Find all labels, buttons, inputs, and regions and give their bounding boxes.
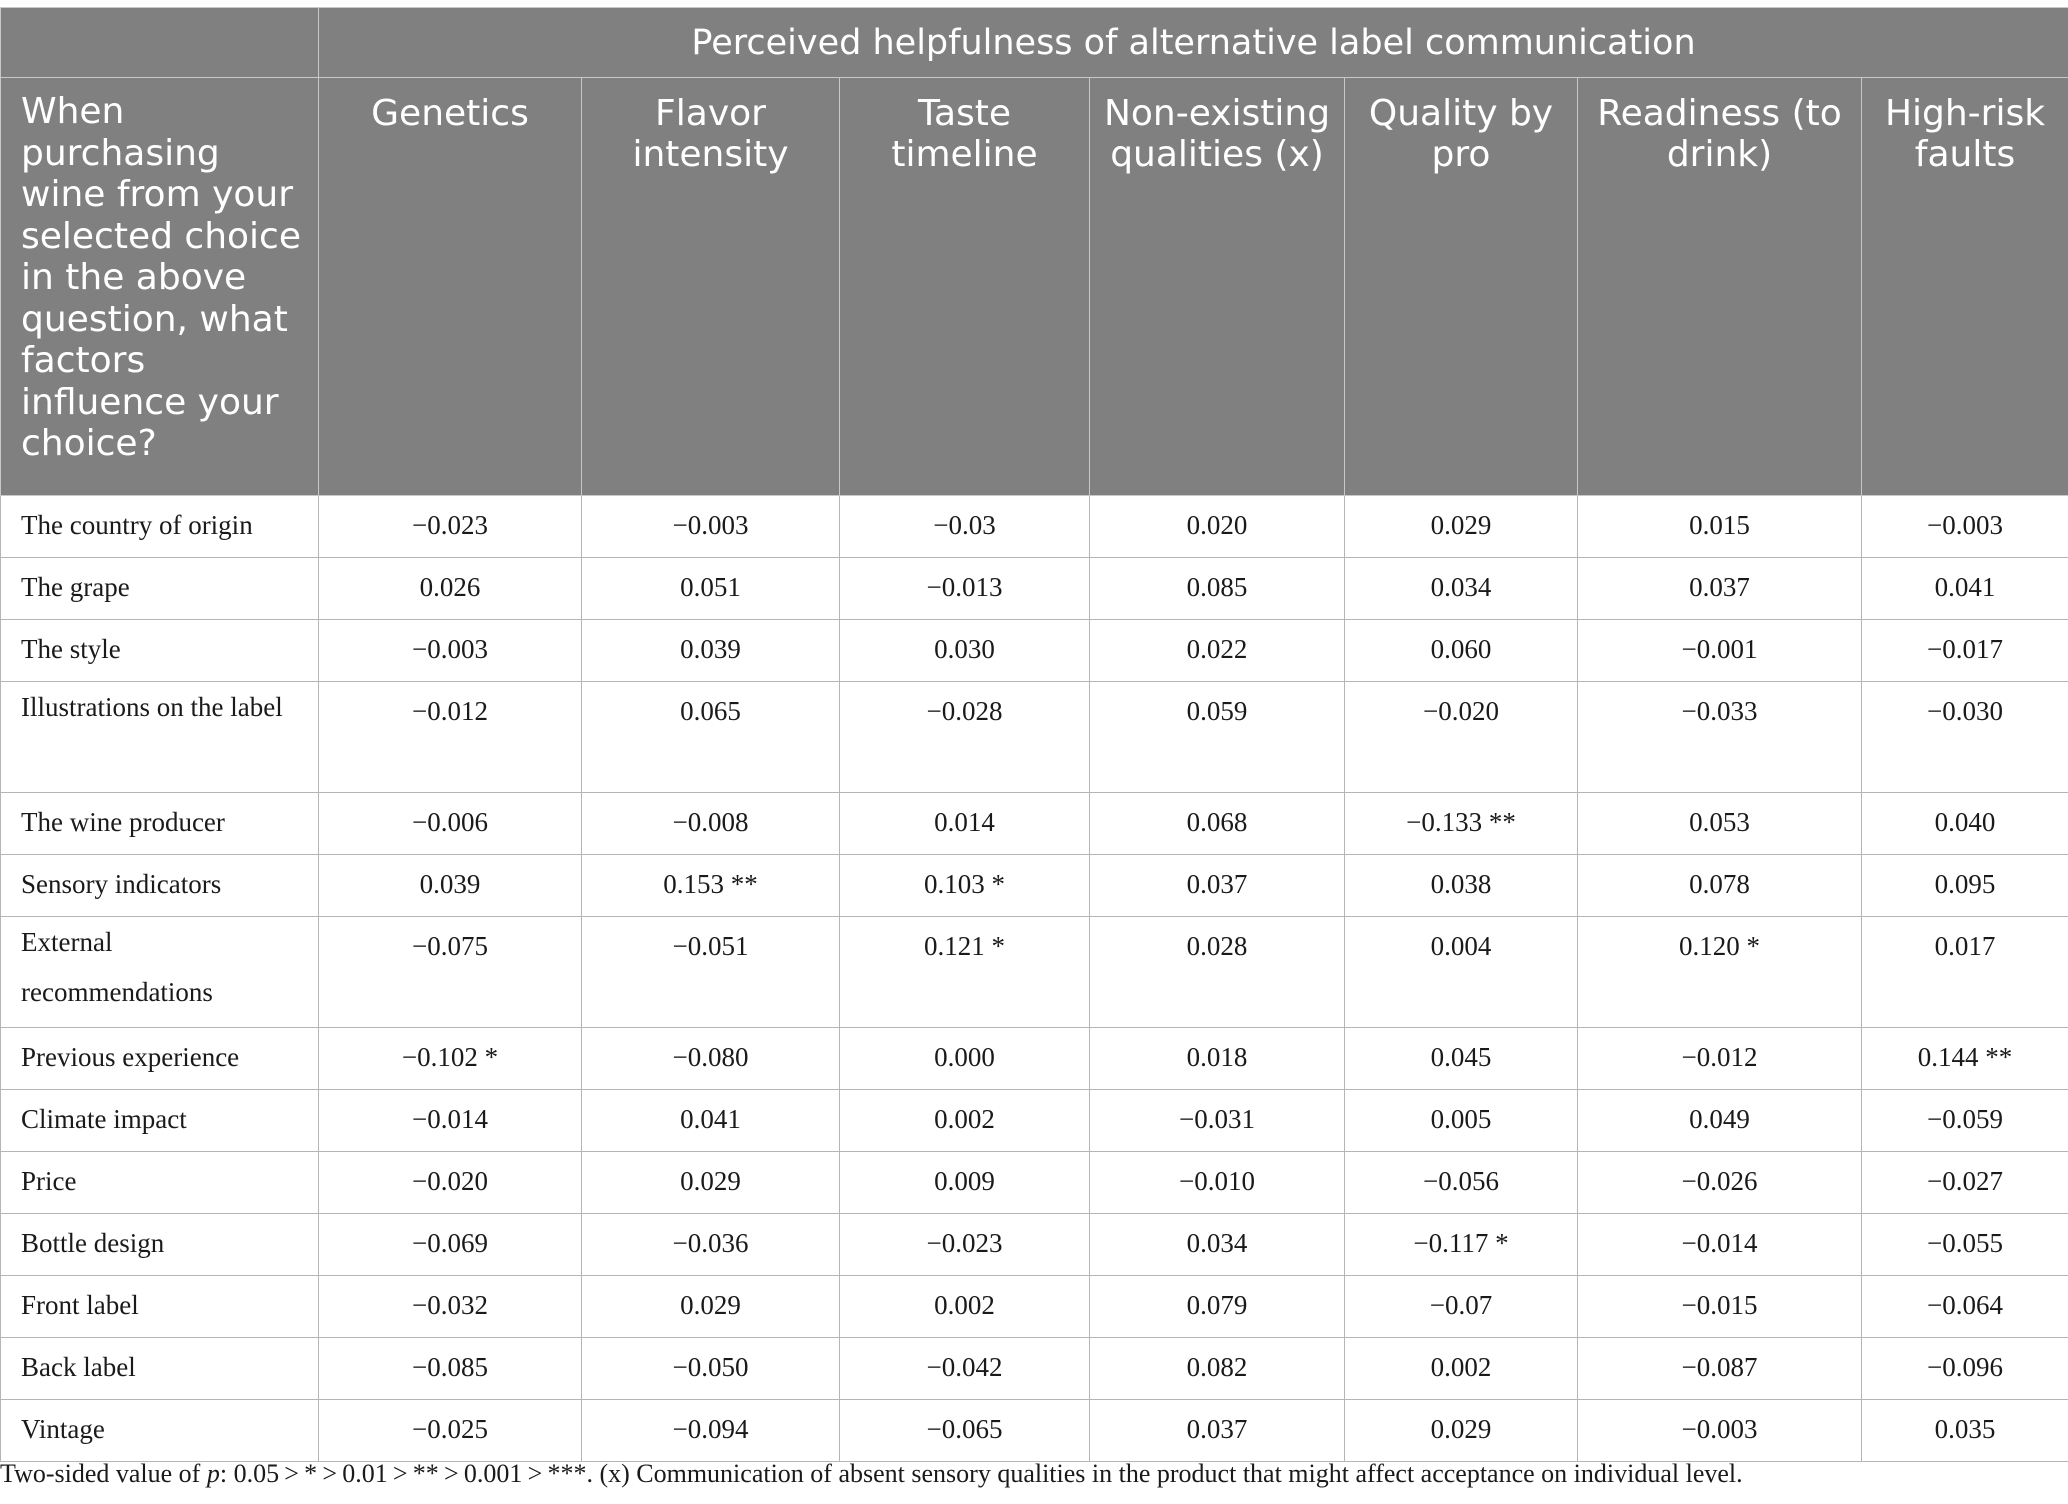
table-cell: 0.045 — [1345, 1028, 1578, 1090]
table-cell: 0.029 — [1345, 496, 1578, 558]
table-cell: −0.003 — [1862, 496, 2068, 558]
row-label: Illustrations on the label — [1, 682, 319, 793]
table-cell: −0.025 — [319, 1400, 582, 1462]
row-label: Climate impact — [1, 1090, 319, 1152]
row-label: The grape — [1, 558, 319, 620]
table-row — [1, 793, 2068, 855]
table-row — [1, 558, 2068, 620]
row-label: Bottle design — [1, 1214, 319, 1276]
table-cell: 0.078 — [1578, 855, 1862, 917]
table-cell: −0.012 — [319, 682, 582, 793]
table-row — [1, 917, 2068, 1028]
table-cell: 0.000 — [840, 1028, 1090, 1090]
table-cell: −0.065 — [840, 1400, 1090, 1462]
table-cell: 0.002 — [840, 1090, 1090, 1152]
table-cell: −0.006 — [319, 793, 582, 855]
table-cell: −0.096 — [1862, 1338, 2068, 1400]
row-label: Back label — [1, 1338, 319, 1400]
table-cell: 0.103 * — [840, 855, 1090, 917]
table-cell: −0.031 — [1090, 1090, 1345, 1152]
table-row — [1, 496, 2068, 558]
table-cell: 0.005 — [1345, 1090, 1578, 1152]
table-cell: 0.082 — [1090, 1338, 1345, 1400]
table-cell: −0.013 — [840, 558, 1090, 620]
table-cell: 0.029 — [582, 1152, 840, 1214]
row-label: Sensory indicators — [1, 855, 319, 917]
correlation-table — [0, 7, 2068, 1462]
column-header: Flavor intensity — [582, 78, 840, 496]
table-cell: −0.017 — [1862, 620, 2068, 682]
table-cell: 0.095 — [1862, 855, 2068, 917]
table-cell: 0.059 — [1090, 682, 1345, 793]
table-cell: −0.051 — [582, 917, 840, 1028]
footnote-prefix: Two-sided value of — [0, 1459, 207, 1488]
table-cell: −0.003 — [582, 496, 840, 558]
table-cell: −0.133 ** — [1345, 793, 1578, 855]
table-row — [1, 620, 2068, 682]
table-cell: 0.038 — [1345, 855, 1578, 917]
table-row — [1, 1338, 2068, 1400]
footnote-text: : 0.05 > * > 0.01 > ** > 0.001 > ***. (x) Communication of absent sensory qualities in the product that might affect acceptance on individual level. — [219, 1459, 1743, 1488]
table-cell: −0.028 — [840, 682, 1090, 793]
table-cell: 0.029 — [1345, 1400, 1578, 1462]
table-cell: −0.033 — [1578, 682, 1862, 793]
table-cell: 0.037 — [1578, 558, 1862, 620]
table-cell: 0.018 — [1090, 1028, 1345, 1090]
table-cell: 0.009 — [840, 1152, 1090, 1214]
table-row — [1, 1090, 2068, 1152]
table-cell: −0.026 — [1578, 1152, 1862, 1214]
table-cell: −0.020 — [319, 1152, 582, 1214]
table-row — [1, 1152, 2068, 1214]
table-cell: 0.035 — [1862, 1400, 2068, 1462]
table-cell: 0.068 — [1090, 793, 1345, 855]
table-cell: 0.002 — [1345, 1338, 1578, 1400]
table-cell: −0.094 — [582, 1400, 840, 1462]
table-cell: −0.102 * — [319, 1028, 582, 1090]
table-row — [1, 1214, 2068, 1276]
row-label: Price — [1, 1152, 319, 1214]
table-cell: −0.003 — [319, 620, 582, 682]
table-cell: −0.069 — [319, 1214, 582, 1276]
table-cell: −0.087 — [1578, 1338, 1862, 1400]
table-cell: −0.030 — [1862, 682, 2068, 793]
table-cell: 0.153 ** — [582, 855, 840, 917]
row-label: Previous experience — [1, 1028, 319, 1090]
table-footnote — [0, 1459, 2068, 1489]
row-question-header: When purchasing wine from your selected choice in the above question, what factors influence your choice? — [1, 78, 319, 496]
table-cell: 0.121 * — [840, 917, 1090, 1028]
table-cell: −0.064 — [1862, 1276, 2068, 1338]
table-cell: 0.051 — [582, 558, 840, 620]
table-row — [1, 1028, 2068, 1090]
table-row — [1, 855, 2068, 917]
table-cell: −0.014 — [319, 1090, 582, 1152]
table-cell: 0.041 — [1862, 558, 2068, 620]
table-body — [1, 496, 2068, 1462]
table-cell: 0.085 — [1090, 558, 1345, 620]
table-cell: 0.144 ** — [1862, 1028, 2068, 1090]
correlation-table-figure — [0, 7, 2068, 1488]
table-cell: 0.020 — [1090, 496, 1345, 558]
table-cell: 0.028 — [1090, 917, 1345, 1028]
table-cell: 0.030 — [840, 620, 1090, 682]
row-label: The style — [1, 620, 319, 682]
table-cell: −0.075 — [319, 917, 582, 1028]
table-cell: −0.080 — [582, 1028, 840, 1090]
table-cell: 0.037 — [1090, 1400, 1345, 1462]
table-cell: 0.014 — [840, 793, 1090, 855]
table-cell: 0.040 — [1862, 793, 2068, 855]
table-cell: 0.120 * — [1578, 917, 1862, 1028]
table-cell: −0.056 — [1345, 1152, 1578, 1214]
table-cell: 0.039 — [319, 855, 582, 917]
table-row — [1, 1276, 2068, 1338]
table-cell: −0.027 — [1862, 1152, 2068, 1214]
footnote-p-symbol: p — [206, 1459, 220, 1488]
table-cell: −0.036 — [582, 1214, 840, 1276]
table-cell: −0.020 — [1345, 682, 1578, 793]
table-cell: −0.015 — [1578, 1276, 1862, 1338]
table-cell: −0.050 — [582, 1338, 840, 1400]
table-cell: 0.034 — [1090, 1214, 1345, 1276]
table-cell: 0.015 — [1578, 496, 1862, 558]
row-label: The country of origin — [1, 496, 319, 558]
table-cell: 0.029 — [582, 1276, 840, 1338]
table-row — [1, 1400, 2068, 1462]
column-header: Non-existing qualities (x) — [1090, 78, 1345, 496]
table-cell: 0.041 — [582, 1090, 840, 1152]
table-row — [1, 682, 2068, 793]
table-cell: −0.085 — [319, 1338, 582, 1400]
row-label: Vintage — [1, 1400, 319, 1462]
row-label: The wine producer — [1, 793, 319, 855]
table-cell: −0.055 — [1862, 1214, 2068, 1276]
column-header: Readiness (to drink) — [1578, 78, 1862, 496]
table-cell: 0.017 — [1862, 917, 2068, 1028]
table-cell: 0.004 — [1345, 917, 1578, 1028]
table-cell: 0.053 — [1578, 793, 1862, 855]
table-cell: −0.001 — [1578, 620, 1862, 682]
table-cell: 0.034 — [1345, 558, 1578, 620]
corner-cell — [1, 8, 319, 78]
table-cell: −0.003 — [1578, 1400, 1862, 1462]
table-cell: 0.049 — [1578, 1090, 1862, 1152]
table-cell: 0.060 — [1345, 620, 1578, 682]
column-header: Genetics — [319, 78, 582, 496]
table-cell: −0.042 — [840, 1338, 1090, 1400]
column-header-row — [1, 78, 2068, 496]
column-header: Taste timeline — [840, 78, 1090, 496]
column-header: Quality by pro — [1345, 78, 1578, 496]
table-cell: 0.039 — [582, 620, 840, 682]
table-cell: −0.03 — [840, 496, 1090, 558]
table-cell: −0.014 — [1578, 1214, 1862, 1276]
table-cell: −0.117 * — [1345, 1214, 1578, 1276]
table-cell: −0.012 — [1578, 1028, 1862, 1090]
table-cell: 0.037 — [1090, 855, 1345, 917]
table-cell: −0.008 — [582, 793, 840, 855]
table-cell: 0.079 — [1090, 1276, 1345, 1338]
table-cell: 0.002 — [840, 1276, 1090, 1338]
table-cell: 0.026 — [319, 558, 582, 620]
super-header: Perceived helpfulness of alternative label communication — [319, 8, 2068, 78]
table-cell: −0.023 — [840, 1214, 1090, 1276]
table-cell: 0.022 — [1090, 620, 1345, 682]
table-cell: −0.023 — [319, 496, 582, 558]
super-header-row — [1, 8, 2068, 78]
table-cell: −0.07 — [1345, 1276, 1578, 1338]
row-label: External recommendations — [1, 917, 319, 1028]
table-cell: −0.010 — [1090, 1152, 1345, 1214]
row-label: Front label — [1, 1276, 319, 1338]
table-cell: 0.065 — [582, 682, 840, 793]
column-header: High-risk faults — [1862, 78, 2068, 496]
table-cell: −0.059 — [1862, 1090, 2068, 1152]
table-cell: −0.032 — [319, 1276, 582, 1338]
